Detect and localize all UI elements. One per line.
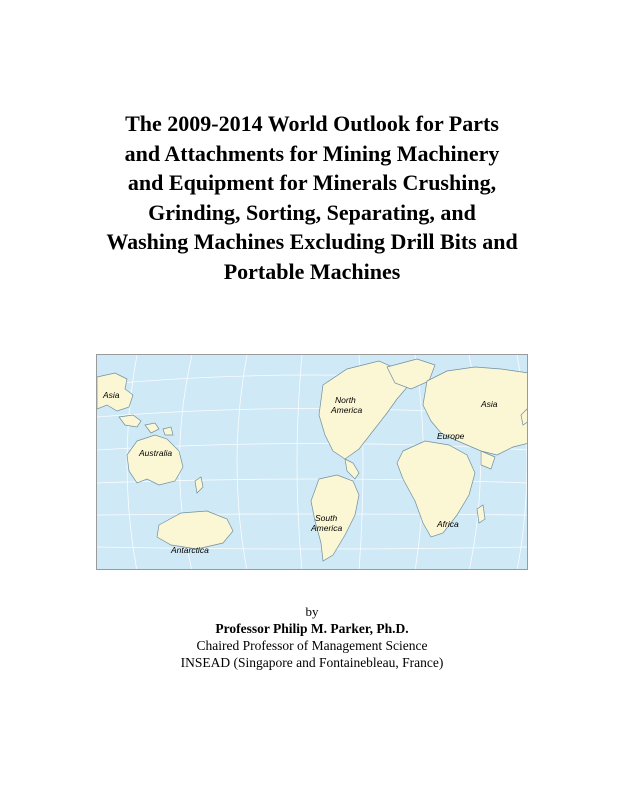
author-block: [0, 603, 624, 671]
title-line: Grinding, Sorting, Separating, and: [148, 199, 476, 225]
map-label-north-america-line2: America: [331, 405, 363, 415]
world-map-graphic: [97, 355, 528, 570]
map-label-south-america-line1: South: [315, 513, 338, 523]
map-label-asia-right: Asia: [481, 399, 498, 409]
map-label-north-america-line1: North: [335, 395, 356, 405]
author-institution: INSEAD (Singapore and Fontainebleau, France): [180, 655, 444, 670]
by-line: by: [305, 604, 319, 619]
title-line: and Attachments for Mining Machinery: [124, 140, 500, 166]
author-name: Professor Philip M. Parker, Ph.D.: [215, 621, 409, 636]
map-label-south-america-line2: America: [311, 523, 343, 533]
map-label-australia: Australia: [139, 448, 173, 458]
title-line: Portable Machines: [223, 258, 401, 284]
map-label-antarctica: Antarctica: [171, 545, 209, 555]
title-line: and Equipment for Minerals Crushing,: [127, 170, 497, 195]
map-label-asia-left: Asia: [103, 390, 120, 400]
map-label-africa: Africa: [437, 519, 459, 529]
world-map: [96, 354, 528, 570]
document-title: [30, 109, 594, 286]
title-line: Washing Machines Excluding Drill Bits and: [106, 229, 518, 254]
map-label-europe: Europe: [437, 431, 465, 441]
author-position: Chaired Professor of Management Science: [196, 638, 428, 653]
title-line: The 2009-2014 World Outlook for Parts: [125, 111, 499, 136]
